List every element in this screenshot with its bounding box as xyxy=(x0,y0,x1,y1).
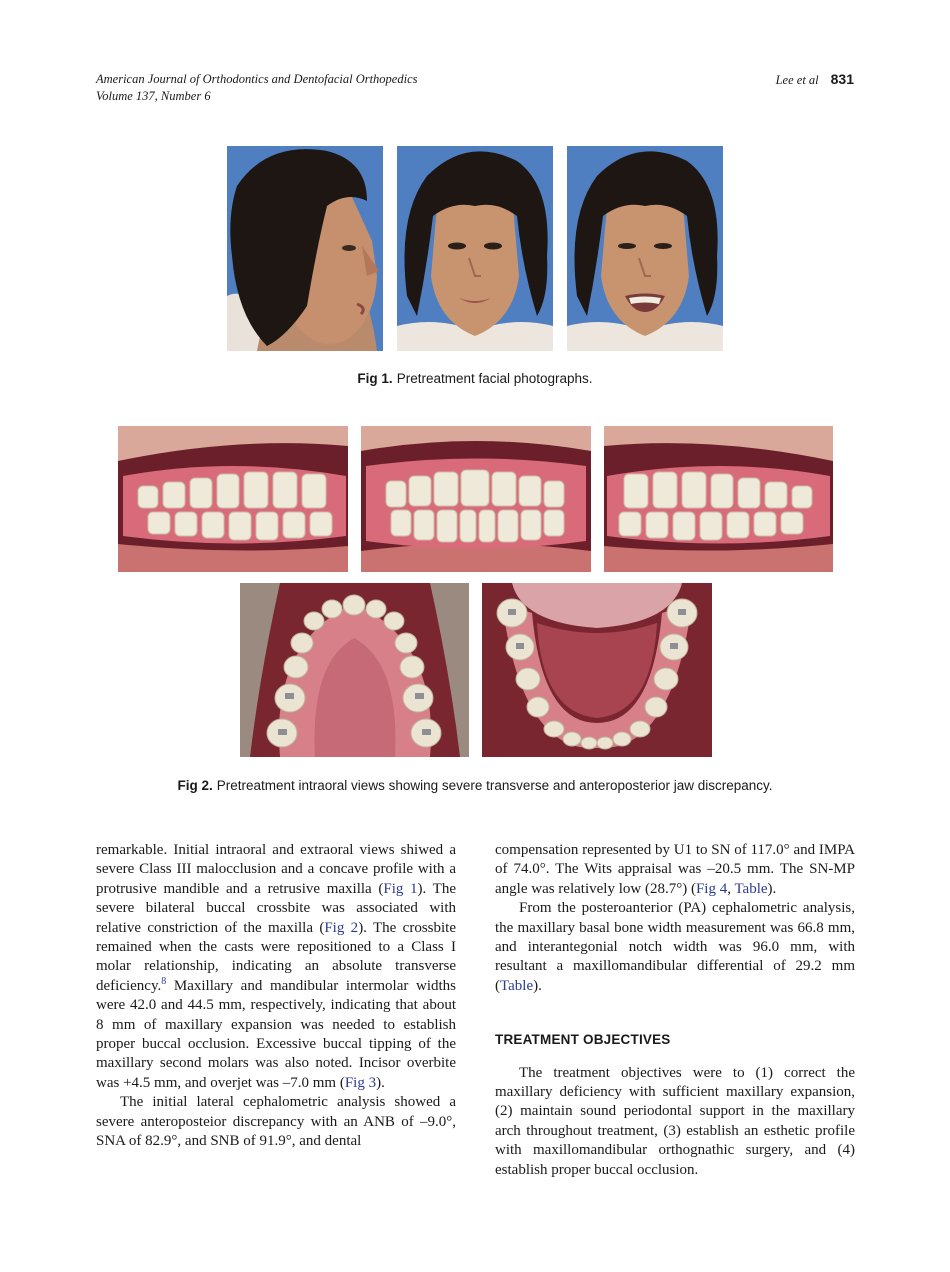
author-names: Lee et al xyxy=(775,73,819,87)
section-heading-treatment-objectives: TREATMENT OBJECTIVES xyxy=(495,1032,671,1048)
text-run: ). The severe bilateral buccal crossbite was associated with relative constriction of the maxilla ( xyxy=(96,880,456,936)
facial-photo-frontal-smile xyxy=(567,146,723,351)
text-run: , xyxy=(727,880,735,897)
text-run: ). xyxy=(767,880,777,897)
fig1-caption xyxy=(0,371,950,386)
journal-title: American Journal of Orthodontics and Dentofacial Orthopedics xyxy=(96,72,418,86)
intraoral-photo-maxillary-occlusal xyxy=(240,583,469,757)
paragraph-treatment-objectives: The treatment objectives were to (1) correct the maxillary deficiency with sufficient maxillary expansion, (2) maintain sound periodontal support in the maxillary arch throughout treatment, (3) establish an esthetic profile with maxillomandibular orthognathic surgery, and (4) establish proper buccal occlusion. xyxy=(495,1064,855,1178)
paragraph-cephalometric: The initial lateral cephalometric analysis showed a severe anteroposteior discrepancy with an ANB of –9.0°, SNA of 82.9°, and SNB of 91.9°, and dental xyxy=(96,1094,456,1150)
reference-8-link[interactable]: 8 xyxy=(161,975,167,987)
fig1-link[interactable]: Fig 1 xyxy=(383,880,418,897)
facial-photo-frontal-rest xyxy=(397,146,553,351)
running-header-left xyxy=(96,71,418,105)
paragraph-clinical-findings xyxy=(96,841,456,1093)
intraoral-photo-left-buccal xyxy=(604,426,833,572)
text-run: Maxillary and mandibular intermolar widths were 42.0 and 44.5 mm, respectively, indicating that about 8 mm of maxillary expansion was needed to establish proper buccal occlusion. Excessive buccal tipping of the maxillary second molars was also noted. Incisor overbite was +4.5 mm, and overjet was –7.0 mm ( xyxy=(96,977,456,1091)
fig1-caption-text: Pretreatment facial photographs. xyxy=(396,371,593,386)
text-run: ). The crossbite remained when the casts were repositioned to a Class I molar relationship, indicating an absolute transverse deficiency. xyxy=(96,919,456,994)
fig2-link[interactable]: Fig 2 xyxy=(324,919,359,936)
facial-photo-profile xyxy=(227,146,383,351)
fig4-link[interactable]: Fig 4 xyxy=(695,880,728,897)
table-link[interactable]: Table xyxy=(500,977,534,994)
running-header-right xyxy=(776,71,854,88)
paragraph-pa-analysis xyxy=(495,899,855,996)
page-number: 831 xyxy=(830,71,854,87)
fig2-label: Fig 2. xyxy=(177,778,213,793)
fig2-caption xyxy=(0,778,950,793)
intraoral-photo-right-buccal xyxy=(118,426,348,572)
text-run: ). xyxy=(376,1074,385,1091)
journal-volume: Volume 137, Number 6 xyxy=(96,89,211,103)
paragraph-dental-compensation xyxy=(495,841,855,899)
text-run: remarkable. Initial intraoral and extraoral views shiwed a severe Class III malocclusion and a concave profile with a protrusive mandible and a retrusive maxilla ( xyxy=(96,842,456,897)
intraoral-photo-mandibular-occlusal xyxy=(482,583,712,757)
left-text-column xyxy=(96,841,456,1152)
table-link[interactable]: Table xyxy=(734,880,768,897)
fig2-caption-text: Pretreatment intraoral views showing severe transverse and anteroposterior jaw discrepancy. xyxy=(216,778,773,793)
text-run: From the posteroanterior (PA) cephalometric analysis, the maxillary basal bone width measurement was 66.8 mm, and interantegonial notch width was 96.0 mm, with resultant a maxillomandibular differential of 29.2 mm ( xyxy=(495,900,855,994)
fig3-link[interactable]: Fig 3 xyxy=(344,1074,377,1091)
intraoral-photo-frontal xyxy=(361,426,591,572)
right-text-column xyxy=(495,841,855,1180)
fig1-label: Fig 1. xyxy=(357,371,393,386)
text-run: ). xyxy=(533,977,542,994)
text-run: compensation represented by U1 to SN of 117.0° and IMPA of 74.0°. The Wits appraisal was –20.5 mm. The SN-MP angle was relatively low (28.7°) ( xyxy=(495,842,855,897)
